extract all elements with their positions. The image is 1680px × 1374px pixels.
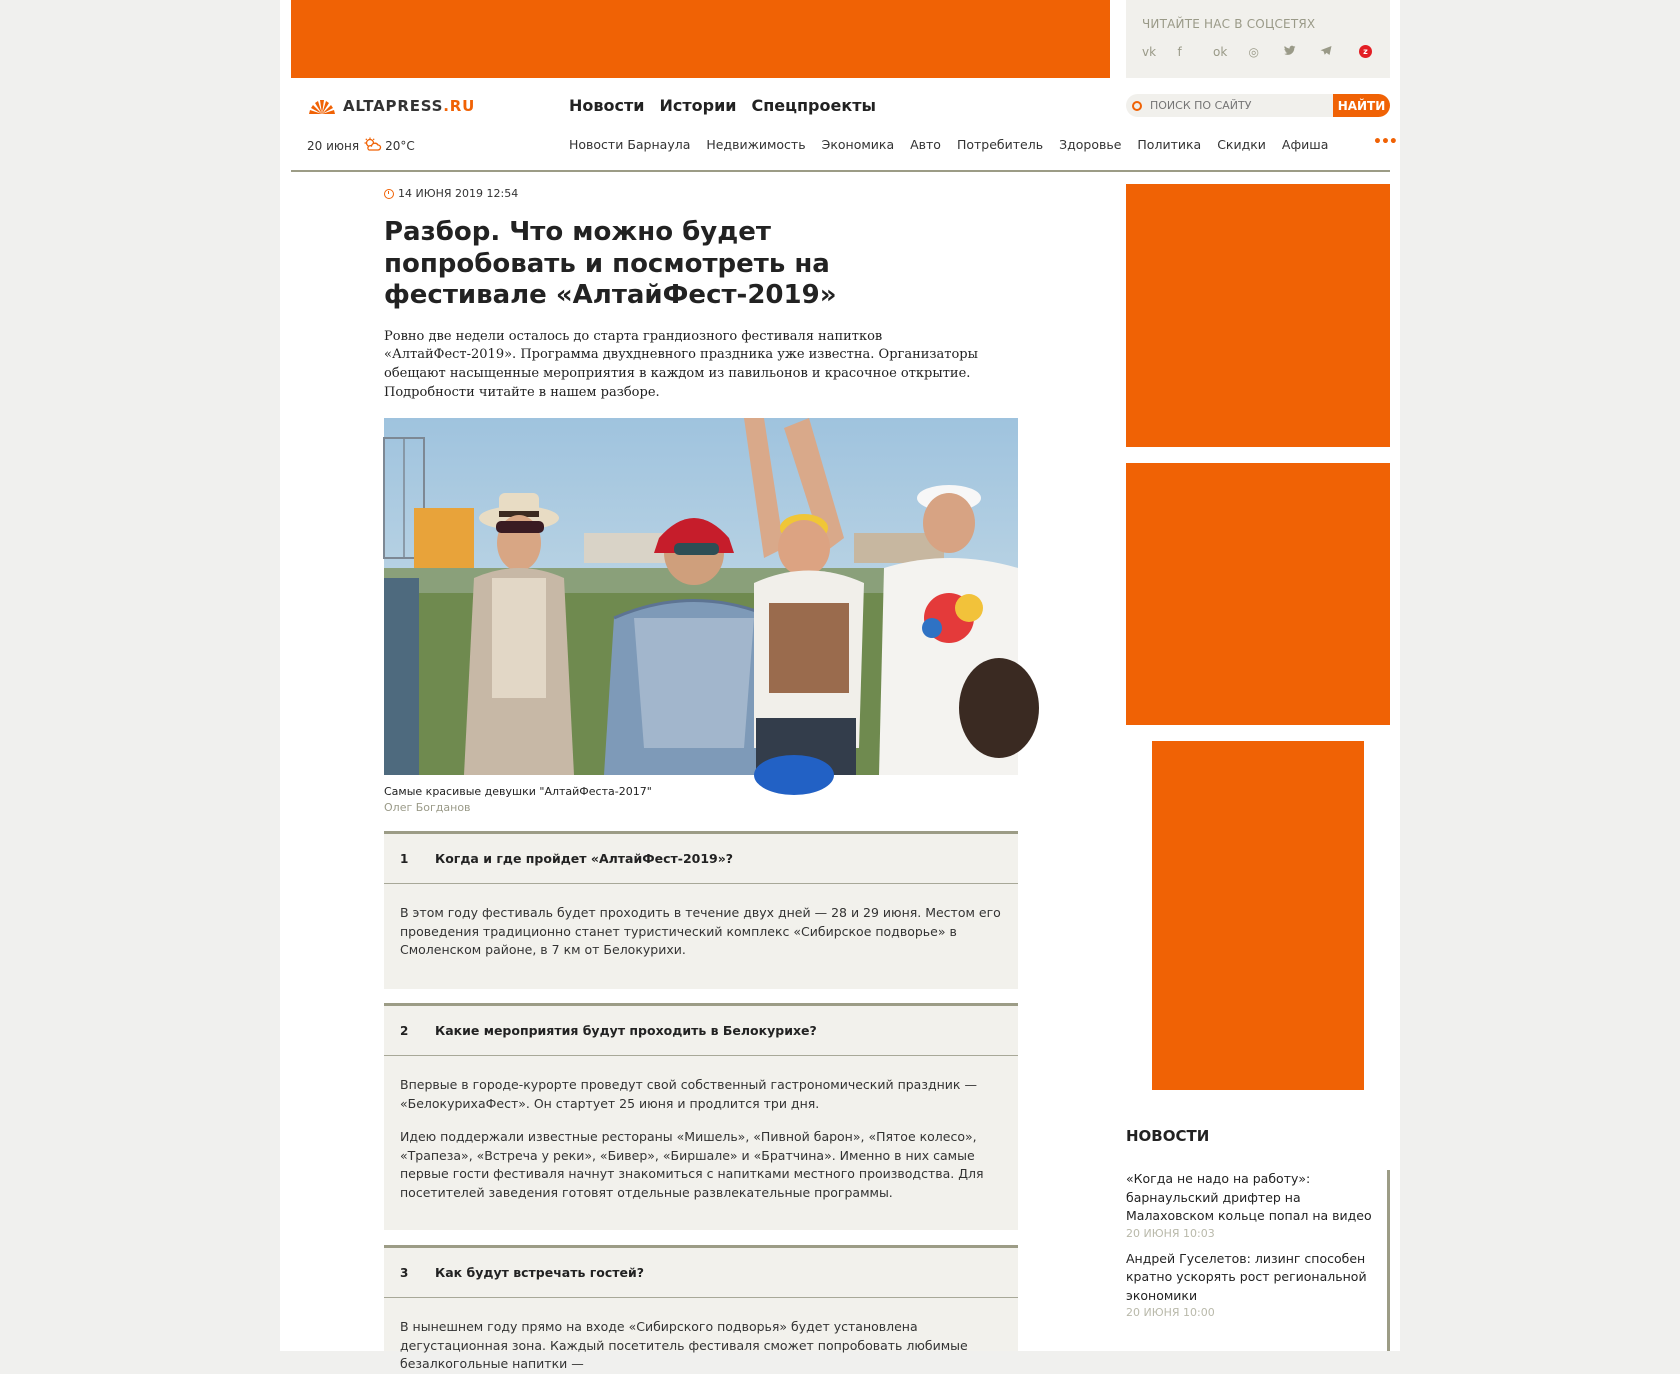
article-date: [384, 187, 1018, 200]
qa-header: [384, 1006, 1018, 1056]
search-button[interactable]: НАЙТИ: [1333, 94, 1390, 117]
zen-icon[interactable]: z: [1359, 45, 1372, 58]
qa-number: 3: [400, 1265, 409, 1280]
qa-block-2: [384, 1003, 1018, 1230]
article-photo[interactable]: [384, 418, 1018, 775]
news-list: [1126, 1170, 1390, 1351]
nav-stories[interactable]: Истории: [659, 96, 737, 115]
qa-header: [384, 1248, 1018, 1298]
qa-answer: [384, 1298, 1018, 1374]
instagram-icon[interactable]: ◎: [1248, 45, 1259, 59]
sidebar-ad-2[interactable]: [1126, 463, 1390, 725]
date-weather: [307, 137, 415, 155]
article-date-text: 14 ИЮНЯ 2019 12:54: [398, 187, 519, 200]
subnav-discounts[interactable]: Скидки: [1217, 137, 1266, 152]
news-item[interactable]: [1126, 1250, 1373, 1320]
qa-number: 2: [400, 1023, 409, 1038]
social-icons: [1142, 45, 1374, 59]
sidebar-ad-1[interactable]: [1126, 184, 1390, 447]
qa-question: Какие мероприятия будут проходить в Белокурихе?: [435, 1023, 817, 1038]
qa-paragraph: В этом году фестиваль будет проходить в течение двух дней — 28 и 29 июня. Местом его проведения традиционно станет туристический комплекс «Сибирское подворье» в Смоленском районе, в 7 км от Белокурихи.: [400, 905, 1001, 957]
odnoklassniki-icon[interactable]: ok: [1213, 45, 1228, 59]
subnav-health[interactable]: Здоровье: [1059, 137, 1122, 152]
qa-number: 1: [400, 851, 409, 866]
subnav-afisha[interactable]: Афиша: [1281, 137, 1329, 152]
photo-caption: Самые красивые девушки "АлтайФеста-2017": [384, 785, 652, 799]
facebook-icon[interactable]: f: [1177, 45, 1182, 59]
sun-logo-icon: [307, 98, 337, 114]
qa-block-1: [384, 831, 1018, 989]
subnav-consumer[interactable]: Потребитель: [956, 137, 1044, 152]
social-title: ЧИТАЙТЕ НАС В СОЦСЕТЯХ: [1142, 17, 1316, 31]
article: [384, 187, 1018, 814]
nav-special-projects[interactable]: Спецпроекты: [751, 96, 876, 115]
twitter-icon[interactable]: [1284, 45, 1320, 59]
qa-question: Как будут встречать гостей?: [435, 1265, 644, 1280]
article-lead: Ровно две недели осталось до старта грандиозного фестиваля напитков «АлтайФест-2019». Программа двухдневного праздника уже известна. Организаторы обещают насыщенные мероприятия в каждом из павильонов и красочное открытие. Подробности читайте в нашем разборе.: [384, 328, 978, 400]
main-nav: [569, 96, 876, 115]
telegram-icon[interactable]: [1320, 45, 1356, 59]
header-divider: [291, 170, 1390, 172]
qa-answer: [384, 1056, 1018, 1202]
subnav-barnaul-news[interactable]: Новости Барнаула: [569, 137, 691, 152]
qa-header: [384, 834, 1018, 884]
subnav-real-estate[interactable]: Недвижимость: [706, 137, 806, 152]
current-date: 20 июня: [307, 139, 360, 153]
logo-text: [343, 97, 475, 115]
vk-icon[interactable]: vk: [1142, 45, 1157, 59]
sub-nav: [569, 137, 1328, 152]
search-bar: [1126, 94, 1390, 117]
qa-paragraph: Впервые в городе-курорте проведут свой собственный гастрономический праздник — «БелокурихаФест». Он стартует 25 июня и продлится три дня.: [400, 1077, 977, 1111]
subnav-politics[interactable]: Политика: [1137, 137, 1202, 152]
top-ad-banner[interactable]: [291, 0, 1110, 78]
article-title: Разбор. Что можно будет попробовать и посмотреть на фестивале «АлтайФест-2019»: [384, 217, 837, 310]
sidebar-ad-3[interactable]: [1152, 741, 1364, 1090]
logo-name: ALTAPRESS: [343, 97, 444, 115]
news-headline[interactable]: «Когда не надо на работу»: барнаульский дрифтер на Малаховском кольце попал на видео: [1126, 1171, 1372, 1223]
news-time: 20 ИЮНЯ 10:03: [1126, 1226, 1215, 1240]
clock-icon: [384, 189, 394, 199]
qa-block-3: [384, 1245, 1018, 1371]
news-section-title[interactable]: НОВОСТИ: [1126, 1127, 1210, 1145]
photo-credit[interactable]: Олег Богданов: [384, 801, 471, 815]
logo-domain: .RU: [443, 97, 476, 115]
temperature[interactable]: 20°C: [385, 139, 415, 153]
qa-paragraph: Идею поддержали известные рестораны «Мишель», «Пивной барон», «Пятое колесо», «Трапеза», «Встреча у реки», «Бивер», «Биршале» и «Братчина». Именно в них самые первые гости фестиваля начнут знакомиться с напитками местного производства. Для посетителей заведения готовят отдельные развлекательные программы.: [400, 1129, 984, 1200]
search-input[interactable]: [1150, 99, 1320, 112]
site-logo[interactable]: [307, 97, 475, 115]
nav-news[interactable]: Новости: [569, 96, 645, 115]
partly-sunny-icon[interactable]: [363, 137, 381, 155]
qa-answer: [384, 884, 1018, 960]
subnav-economy[interactable]: Экономика: [821, 137, 895, 152]
news-headline[interactable]: Андрей Гуселетов: лизинг способен кратно ускорять рост региональной экономики: [1126, 1250, 1367, 1303]
social-block: [1126, 0, 1390, 78]
qa-question: Когда и где пройдет «АлтайФест-2019»?: [435, 851, 734, 866]
search-box[interactable]: [1126, 94, 1333, 117]
qa-paragraph: В нынешнем году прямо на входе «Сибирского подворья» будет установлена дегустационная зона. Каждый посетитель фестиваля сможет попробовать любимые безалкогольные напитки —: [400, 1319, 968, 1371]
page: [280, 0, 1400, 1371]
news-time: 20 ИЮНЯ 10:00: [1126, 1306, 1215, 1319]
more-menu-icon[interactable]: •••: [1373, 134, 1397, 150]
subnav-auto[interactable]: Авто: [910, 137, 941, 152]
search-icon: [1132, 101, 1142, 111]
news-item[interactable]: [1126, 1170, 1373, 1240]
